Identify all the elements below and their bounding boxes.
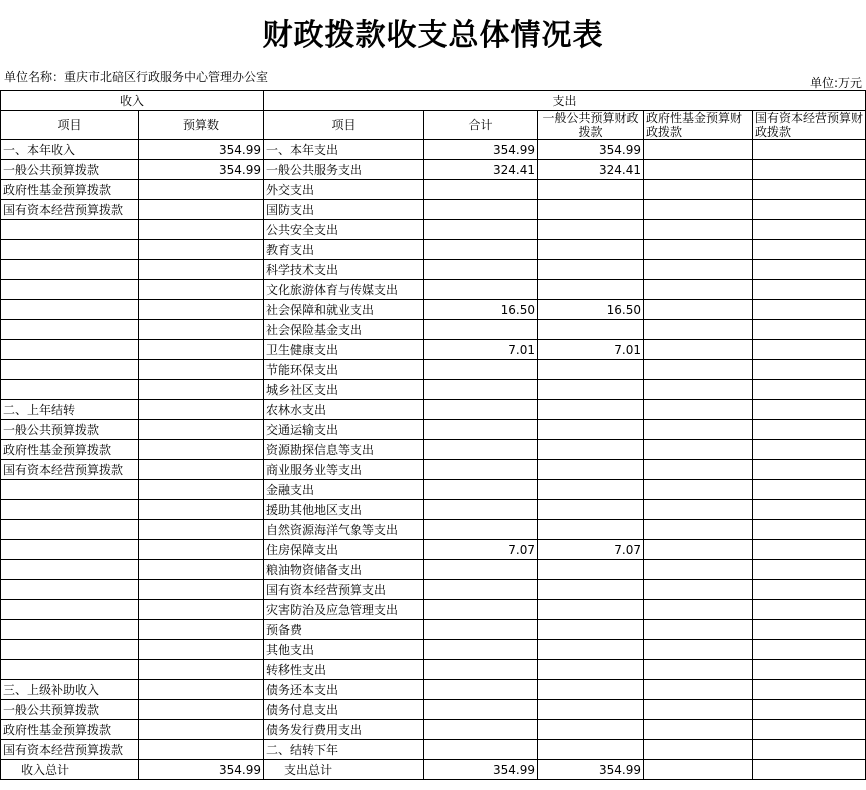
- expense-state-capital-cell: [753, 540, 866, 560]
- income-item-cell: 一般公共预算拨款: [1, 420, 139, 440]
- income-budget-cell: [139, 620, 264, 640]
- table-row: [1, 280, 866, 300]
- expense-gov-fund-cell: [644, 460, 753, 480]
- table-row: [1, 300, 866, 320]
- expense-header: 支出: [264, 91, 866, 111]
- income-item-cell: [1, 280, 139, 300]
- expense-state-capital-cell: [753, 260, 866, 280]
- expense-item-cell: 粮油物资储备支出: [264, 560, 424, 580]
- income-total-label: 收入总计: [1, 760, 139, 780]
- income-budget-cell: [139, 740, 264, 760]
- expense-general-cell: [538, 260, 644, 280]
- expense-total-cell: [424, 360, 538, 380]
- expense-item-cell: 节能环保支出: [264, 360, 424, 380]
- table-row: [1, 460, 866, 480]
- income-budget-cell: [139, 580, 264, 600]
- expense-item-cell: 社会保险基金支出: [264, 320, 424, 340]
- expense-gov-fund-cell: [644, 360, 753, 380]
- expense-total-cell: [424, 620, 538, 640]
- income-budget-cell: 354.99: [139, 140, 264, 160]
- expense-general-cell: [538, 320, 644, 340]
- income-total-value: 354.99: [139, 760, 264, 780]
- unit-name-label: 单位名称：: [4, 70, 65, 84]
- expense-state-capital-cell: [753, 480, 866, 500]
- income-budget-cell: [139, 520, 264, 540]
- income-item-cell: [1, 640, 139, 660]
- expense-item-cell: 金融支出: [264, 480, 424, 500]
- income-item-cell: [1, 380, 139, 400]
- income-budget-cell: [139, 260, 264, 280]
- expense-general-cell: 7.01: [538, 340, 644, 360]
- table-row: [1, 660, 866, 680]
- expense-item-cell: 一般公共服务支出: [264, 160, 424, 180]
- income-item-cell: 政府性基金预算拨款: [1, 180, 139, 200]
- income-item-cell: [1, 220, 139, 240]
- expense-item-cell: 教育支出: [264, 240, 424, 260]
- expense-state-capital-cell: [753, 440, 866, 460]
- expense-state-capital-cell: [753, 740, 866, 760]
- expense-item-cell: 卫生健康支出: [264, 340, 424, 360]
- expense-total-cell: [424, 400, 538, 420]
- expense-general-cell: [538, 640, 644, 660]
- expense-gov-fund-cell: [644, 620, 753, 640]
- header-row-2: [1, 111, 866, 140]
- table-row: [1, 680, 866, 700]
- expense-item-cell: 公共安全支出: [264, 220, 424, 240]
- expense-state-capital-cell: [753, 340, 866, 360]
- table-row: [1, 340, 866, 360]
- expense-item-cell: 农林水支出: [264, 400, 424, 420]
- expense-state-capital-cell: [753, 600, 866, 620]
- income-item-cell: 国有资本经营预算拨款: [1, 200, 139, 220]
- expense-general-cell: 324.41: [538, 160, 644, 180]
- income-budget-cell: [139, 180, 264, 200]
- income-header: 收入: [1, 91, 264, 111]
- expense-gov-fund-cell: [644, 500, 753, 520]
- expense-general-cell: [538, 360, 644, 380]
- expense-item-cell: 一、本年支出: [264, 140, 424, 160]
- expense-gov-fund-cell: [644, 660, 753, 680]
- expense-general-cell: [538, 740, 644, 760]
- income-item-cell: 一般公共预算拨款: [1, 160, 139, 180]
- table-row: [1, 360, 866, 380]
- income-budget-cell: [139, 360, 264, 380]
- table-row: [1, 420, 866, 440]
- expense-general-cell: [538, 660, 644, 680]
- expense-state-capital-cell: [753, 420, 866, 440]
- income-budget-cell: [139, 700, 264, 720]
- expense-total-cell: [424, 380, 538, 400]
- table-row: [1, 320, 866, 340]
- income-budget-cell: [139, 300, 264, 320]
- expense-total-gov-fund: [644, 760, 753, 780]
- income-budget-cell: [139, 660, 264, 680]
- income-budget-cell: [139, 500, 264, 520]
- expense-item-cell: 商业服务业等支出: [264, 460, 424, 480]
- expense-item-cell: 预备费: [264, 620, 424, 640]
- expense-general-cell: [538, 480, 644, 500]
- expense-total-cell: [424, 700, 538, 720]
- expense-gov-fund-cell: [644, 540, 753, 560]
- expense-general-cell: [538, 200, 644, 220]
- table-row: [1, 720, 866, 740]
- expense-item-cell: 外交支出: [264, 180, 424, 200]
- expense-general-cell: [538, 380, 644, 400]
- income-budget-cell: [139, 640, 264, 660]
- expense-general-cell: [538, 400, 644, 420]
- income-item-header: 项目: [1, 111, 139, 140]
- expense-item-cell: 资源勘探信息等支出: [264, 440, 424, 460]
- table-row: [1, 640, 866, 660]
- expense-gov-fund-cell: [644, 700, 753, 720]
- expense-item-cell: 交通运输支出: [264, 420, 424, 440]
- totals-row: [1, 760, 866, 780]
- expense-total-value: 354.99: [424, 760, 538, 780]
- expense-general-cell: [538, 460, 644, 480]
- expense-item-cell: 文化旅游体育与传媒支出: [264, 280, 424, 300]
- expense-general-cell: [538, 620, 644, 640]
- expense-general-cell: 7.07: [538, 540, 644, 560]
- page-title: 财政拨款收支总体情况表: [262, 18, 604, 53]
- expense-total-cell: [424, 260, 538, 280]
- expense-general-cell: [538, 600, 644, 620]
- expense-gov-fund-cell: [644, 340, 753, 360]
- expense-state-capital-cell: [753, 160, 866, 180]
- income-item-cell: [1, 600, 139, 620]
- income-item-cell: 国有资本经营预算拨款: [1, 460, 139, 480]
- income-item-cell: [1, 580, 139, 600]
- expense-total-cell: [424, 420, 538, 440]
- header-row-1: [1, 91, 866, 111]
- expense-gov-fund-cell: [644, 180, 753, 200]
- income-budget-cell: [139, 560, 264, 580]
- expense-gov-fund-cell: [644, 320, 753, 340]
- table-row: [1, 220, 866, 240]
- income-budget-cell: [139, 720, 264, 740]
- income-budget-cell: [139, 220, 264, 240]
- expense-state-capital-cell: [753, 200, 866, 220]
- expense-item-cell: 债务发行费用支出: [264, 720, 424, 740]
- expense-state-capital-cell: [753, 560, 866, 580]
- expense-state-capital-cell: [753, 680, 866, 700]
- expense-gov-fund-cell: [644, 400, 753, 420]
- table-row: [1, 620, 866, 640]
- expense-general-cell: [538, 240, 644, 260]
- expense-state-capital-cell: [753, 280, 866, 300]
- table-row: [1, 440, 866, 460]
- expense-item-cell: 灾害防治及应急管理支出: [264, 600, 424, 620]
- expense-gov-fund-cell: [644, 300, 753, 320]
- income-item-cell: [1, 660, 139, 680]
- income-budget-cell: [139, 200, 264, 220]
- expense-item-cell: 自然资源海洋气象等支出: [264, 520, 424, 540]
- expense-state-capital-cell: [753, 320, 866, 340]
- income-item-cell: 一、本年收入: [1, 140, 139, 160]
- expense-gov-fund-cell: [644, 680, 753, 700]
- expense-general-cell: [538, 680, 644, 700]
- expense-gov-fund-cell: [644, 260, 753, 280]
- expense-total-cell: [424, 520, 538, 540]
- expense-total-cell: [424, 680, 538, 700]
- table-row: [1, 380, 866, 400]
- expense-item-cell: 国防支出: [264, 200, 424, 220]
- expense-total-cell: [424, 600, 538, 620]
- table-row: [1, 240, 866, 260]
- income-item-cell: [1, 360, 139, 380]
- expense-gov-fund-cell: [644, 240, 753, 260]
- expense-total-cell: [424, 280, 538, 300]
- table-row: [1, 400, 866, 420]
- table-body: [1, 140, 866, 760]
- table-row: [1, 140, 866, 160]
- expense-total-cell: [424, 240, 538, 260]
- expense-total-cell: [424, 200, 538, 220]
- expense-state-capital-cell: [753, 240, 866, 260]
- gov-fund-header: 政府性基金预算财政拨款: [644, 111, 753, 140]
- expense-state-capital-cell: [753, 140, 866, 160]
- general-budget-header: 一般公共预算财政拨款: [538, 111, 644, 140]
- table-row: [1, 560, 866, 580]
- table-row: [1, 160, 866, 180]
- expense-item-cell: 国有资本经营预算支出: [264, 580, 424, 600]
- expense-general-cell: 354.99: [538, 140, 644, 160]
- expense-item-cell: 城乡社区支出: [264, 380, 424, 400]
- expense-general-cell: [538, 520, 644, 540]
- table-row: [1, 740, 866, 760]
- income-item-cell: 政府性基金预算拨款: [1, 720, 139, 740]
- income-budget-cell: [139, 420, 264, 440]
- expense-total-cell: [424, 460, 538, 480]
- income-item-cell: [1, 540, 139, 560]
- expense-general-cell: [538, 580, 644, 600]
- expense-item-cell: 转移性支出: [264, 660, 424, 680]
- expense-general-cell: [538, 280, 644, 300]
- expense-gov-fund-cell: [644, 440, 753, 460]
- income-item-cell: 政府性基金预算拨款: [1, 440, 139, 460]
- income-item-cell: [1, 500, 139, 520]
- expense-state-capital-cell: [753, 660, 866, 680]
- expense-gov-fund-cell: [644, 480, 753, 500]
- income-item-cell: [1, 240, 139, 260]
- expense-total-cell: [424, 580, 538, 600]
- expense-total-cell: [424, 640, 538, 660]
- expense-total-cell: [424, 740, 538, 760]
- budget-header: 预算数: [139, 111, 264, 140]
- income-budget-cell: [139, 400, 264, 420]
- expense-gov-fund-cell: [644, 560, 753, 580]
- table-row: [1, 700, 866, 720]
- expense-gov-fund-cell: [644, 200, 753, 220]
- unit-name-value: 重庆市北碚区行政服务中心管理办公室: [64, 70, 269, 84]
- income-budget-cell: [139, 460, 264, 480]
- expense-general-cell: 16.50: [538, 300, 644, 320]
- expense-general-cell: [538, 560, 644, 580]
- expense-item-cell: 债务还本支出: [264, 680, 424, 700]
- expense-state-capital-cell: [753, 380, 866, 400]
- expense-general-cell: [538, 220, 644, 240]
- table-row: [1, 480, 866, 500]
- income-budget-cell: [139, 380, 264, 400]
- expense-total-general: 354.99: [538, 760, 644, 780]
- income-item-cell: [1, 620, 139, 640]
- expense-total-cell: [424, 560, 538, 580]
- expense-gov-fund-cell: [644, 520, 753, 540]
- income-budget-cell: [139, 340, 264, 360]
- income-item-cell: 一般公共预算拨款: [1, 700, 139, 720]
- income-budget-cell: [139, 440, 264, 460]
- total-header: 合计: [424, 111, 538, 140]
- expense-item-cell: 社会保障和就业支出: [264, 300, 424, 320]
- expense-total-cell: [424, 320, 538, 340]
- expense-gov-fund-cell: [644, 720, 753, 740]
- expense-item-cell: 援助其他地区支出: [264, 500, 424, 520]
- income-budget-cell: [139, 240, 264, 260]
- table-row: [1, 500, 866, 520]
- income-item-cell: 国有资本经营预算拨款: [1, 740, 139, 760]
- expense-general-cell: [538, 500, 644, 520]
- expense-gov-fund-cell: [644, 580, 753, 600]
- table-row: [1, 540, 866, 560]
- expense-gov-fund-cell: [644, 420, 753, 440]
- income-budget-cell: [139, 320, 264, 340]
- income-budget-cell: [139, 280, 264, 300]
- expense-gov-fund-cell: [644, 220, 753, 240]
- expense-general-cell: [538, 700, 644, 720]
- expense-state-capital-cell: [753, 300, 866, 320]
- expense-gov-fund-cell: [644, 640, 753, 660]
- expense-total-cell: [424, 440, 538, 460]
- expense-state-capital-cell: [753, 620, 866, 640]
- currency-unit: 单位:万元: [809, 76, 862, 90]
- expense-item-cell: 其他支出: [264, 640, 424, 660]
- expense-total-cell: [424, 720, 538, 740]
- expense-gov-fund-cell: [644, 380, 753, 400]
- expense-total-cell: 16.50: [424, 300, 538, 320]
- expense-total-cell: 354.99: [424, 140, 538, 160]
- expense-total-cell: [424, 660, 538, 680]
- income-item-cell: [1, 320, 139, 340]
- income-budget-cell: [139, 600, 264, 620]
- table-row: [1, 580, 866, 600]
- table-row: [1, 260, 866, 280]
- income-item-cell: [1, 300, 139, 320]
- expense-state-capital-cell: [753, 700, 866, 720]
- expense-general-cell: [538, 440, 644, 460]
- expense-total-cell: 324.41: [424, 160, 538, 180]
- income-item-cell: [1, 340, 139, 360]
- expense-item-cell: 债务付息支出: [264, 700, 424, 720]
- table-row: [1, 600, 866, 620]
- income-item-cell: 三、上级补助收入: [1, 680, 139, 700]
- expense-state-capital-cell: [753, 180, 866, 200]
- budget-table: [0, 90, 866, 780]
- income-budget-cell: [139, 680, 264, 700]
- expense-item-cell: 住房保障支出: [264, 540, 424, 560]
- expense-state-capital-cell: [753, 640, 866, 660]
- expense-state-capital-cell: [753, 720, 866, 740]
- expense-state-capital-cell: [753, 520, 866, 540]
- table-row: [1, 520, 866, 540]
- expense-general-cell: [538, 180, 644, 200]
- expense-general-cell: [538, 420, 644, 440]
- expense-total-cell: [424, 480, 538, 500]
- expense-state-capital-cell: [753, 400, 866, 420]
- expense-state-capital-cell: [753, 500, 866, 520]
- income-item-cell: 二、上年结转: [1, 400, 139, 420]
- expense-total-cell: 7.01: [424, 340, 538, 360]
- income-item-cell: [1, 260, 139, 280]
- income-item-cell: [1, 520, 139, 540]
- expense-item-header: 项目: [264, 111, 424, 140]
- state-capital-header: 国有资本经营预算财政拨款: [753, 111, 866, 140]
- expense-gov-fund-cell: [644, 280, 753, 300]
- expense-gov-fund-cell: [644, 740, 753, 760]
- expense-general-cell: [538, 720, 644, 740]
- unit-name-line: [4, 68, 268, 85]
- expense-total-cell: [424, 500, 538, 520]
- income-item-cell: [1, 480, 139, 500]
- table-row: [1, 180, 866, 200]
- expense-total-state-capital: [753, 760, 866, 780]
- expense-gov-fund-cell: [644, 600, 753, 620]
- expense-state-capital-cell: [753, 360, 866, 380]
- expense-state-capital-cell: [753, 460, 866, 480]
- income-budget-cell: [139, 480, 264, 500]
- expense-gov-fund-cell: [644, 140, 753, 160]
- table-row: [1, 200, 866, 220]
- expense-item-cell: 二、结转下年: [264, 740, 424, 760]
- expense-state-capital-cell: [753, 220, 866, 240]
- expense-total-cell: 7.07: [424, 540, 538, 560]
- expense-state-capital-cell: [753, 580, 866, 600]
- expense-item-cell: 科学技术支出: [264, 260, 424, 280]
- expense-total-cell: [424, 220, 538, 240]
- expense-gov-fund-cell: [644, 160, 753, 180]
- expense-total-label: 支出总计: [264, 760, 424, 780]
- expense-total-cell: [424, 180, 538, 200]
- income-budget-cell: 354.99: [139, 160, 264, 180]
- income-budget-cell: [139, 540, 264, 560]
- income-item-cell: [1, 560, 139, 580]
